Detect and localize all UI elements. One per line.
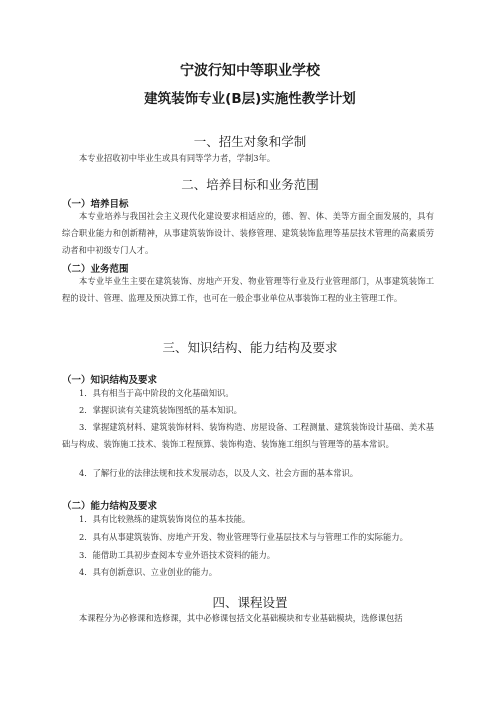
knowledge-item-3: 3．掌握建筑材料、建筑装饰材料、装饰构造、房屋设备、工程测量、建筑装饰设计基础、美术基础与构成、装饰施工技术、装饰工程预算、装饰构造、装饰施工组织与管理等的基本常识。 — [62, 422, 434, 449]
section-2-sub-1-heading: （一）培养目标 — [62, 199, 129, 210]
knowledge-item-2: 2．掌握识读有关建筑装饰图纸的基本知识。 — [79, 405, 242, 415]
section-4-heading: 四、课程设置 — [212, 595, 288, 610]
section-2-sub-2-body: 本专业毕业生主要在建筑装饰、房地产开发、物业管理等行业及行业管理部门，从事建筑装饰工程的设计、管理、监理及预决算工作，也可在一般企事业单位从事装饰工程的业主管理工作。 — [62, 276, 434, 303]
section-4-body: 本课程分为必修课和选修课，其中必修课包括文化基础模块和专业基础模块，选修课包括 — [79, 613, 403, 623]
section-3-heading: 三、知识结构、能力结构及要求 — [162, 340, 338, 355]
section-1-heading: 一、招生对象和学制 — [193, 134, 307, 149]
ability-item-3: 3．能借助工具初步查阅本专业外语技术资料的能力。 — [79, 550, 276, 560]
ability-item-4: 4．具有创新意识、立业创业的能力。 — [79, 567, 218, 577]
section-3-sub-2-heading: （二）能力结构及要求 — [62, 501, 158, 512]
section-2-heading: 二、培养目标和业务范围 — [181, 177, 319, 192]
school-name: 宁波行知中等职业学校 — [180, 63, 320, 79]
section-2-sub-1-body: 本专业培养与我国社会主义现代化建设要求相适应的，德、智、体、美等方面全面发展的，具有综合职业能力和创新精神，从事建筑装饰设计、装修管理、建筑装饰监理等基层技术管理的高素质劳动者和中初级专门人才。 — [62, 211, 434, 255]
plan-title: 建筑装饰专业(B层)实施性教学计划 — [144, 91, 356, 107]
section-2-sub-2-heading: （二）业务范围 — [62, 264, 129, 275]
ability-item-2: 2．具有从事建筑装饰、房地产开发、物业管理等行业基层技术与与管理工作的实际能力。 — [79, 532, 408, 542]
ability-item-1: 1．具有比较熟练的建筑装饰岗位的基本技能。 — [79, 514, 251, 524]
section-3-sub-1-heading: （一）知识结构及要求 — [62, 375, 158, 386]
knowledge-item-1: 1．具有相当于高中阶段的文化基础知识。 — [79, 388, 234, 398]
knowledge-item-4: 4．了解行业的法律法规和技术发展动态，以及人文、社会方面的基本常识。 — [79, 468, 359, 478]
section-1-body: 本专业招收初中毕业生或具有同等学力者，学制3年。 — [79, 153, 276, 163]
